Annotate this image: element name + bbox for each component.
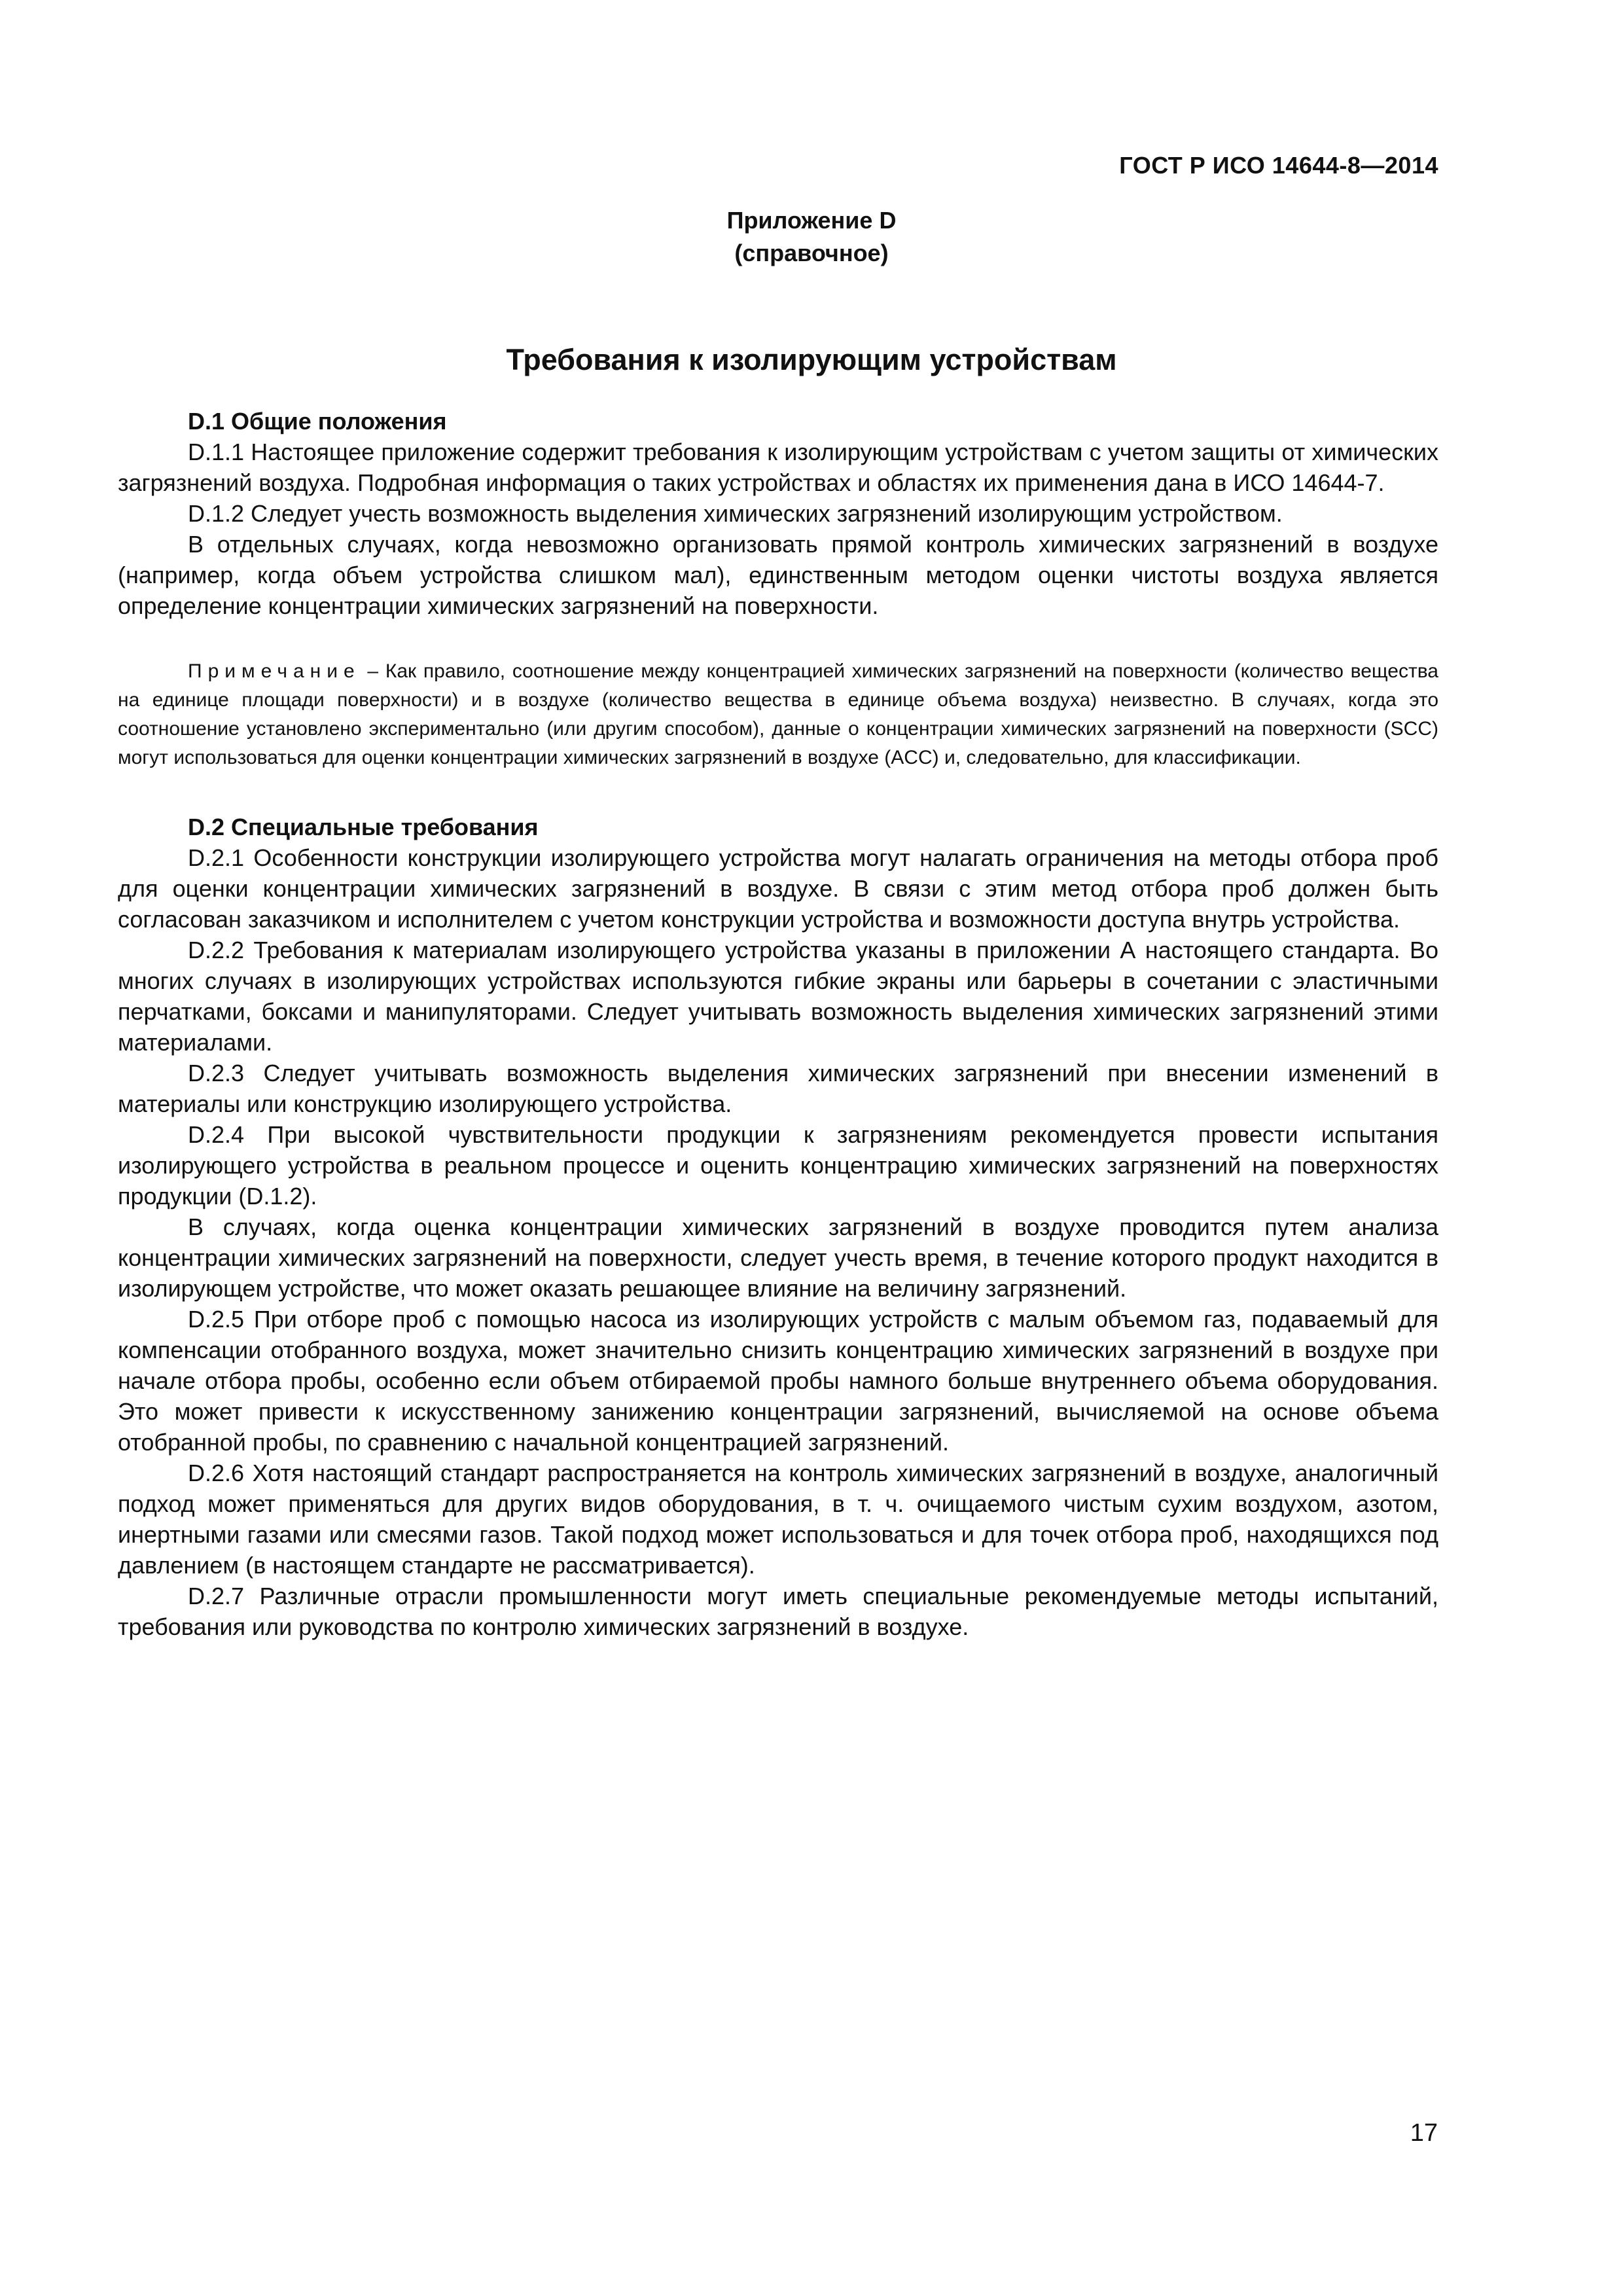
- section-heading-d1: D.1 Общие положения: [188, 408, 447, 435]
- paragraph-d2-1: D.2.1 Особенности конструкции изолирующего устройства могут налагать ограничения на методы отбора проб для оценки концентрации химических загрязнений в воздухе. В связи с этим метод отбора проб должен быть согласован заказчиком и исполнителем с учетом конструкции устройства и возможности доступа внутрь устройства.: [118, 844, 1438, 933]
- annex-label: Приложение D: [726, 207, 897, 234]
- paragraph-d2-6: D.2.6 Хотя настоящий стандарт распространяется на контроль химических загрязнений в воздухе, аналогичный подход может применяться для других видов оборудования, в т. ч. очищаемого чистым сухим воздухом, азотом, инертными газами или смесями газов. Такой подход может использоваться и для точек отбора проб, находящихся под давлением (в настоящем стандарте не рассматривается).: [118, 1460, 1438, 1579]
- annex-heading: [0, 204, 1623, 270]
- paragraph-d2-3: D.2.3 Следует учитывать возможность выделения химических загрязнений при внесении изменений в материалы или конструкцию изолирующего устройства.: [118, 1060, 1438, 1117]
- paragraph-d1-1: D.1.1 Настоящее приложение содержит требования к изолирующим устройствам с учетом защиты от химических загрязнений воздуха. Подробная информация о таких устройствах и областях их применения дана в ИСО 14644-7.: [118, 439, 1438, 496]
- note-label: Примечание: [188, 660, 361, 682]
- paragraph-d2-2: D.2.2 Требования к материалам изолирующего устройства указаны в приложении А настоящего стандарта. Во многих случаях в изолирующих устройствах используются гибкие экраны или барьеры в сочетании с эластичными перчатками, боксами и манипуляторами. Следует учитывать возможность выделения химических загрязнений этими материалами.: [118, 937, 1438, 1056]
- note-block: [118, 657, 1438, 772]
- note-text: – Как правило, соотношение между концентрацией химических загрязнений на поверхности (количество вещества на единице площади поверхности) и в воздухе (количество вещества в единице объема воздуха) неизвестно. В случаях, когда это соотношение установлено экспериментально (или другим способом), данные о концентрации химических загрязнений на поверхности (SCC) могут использоваться для оценки концентрации химических загрязнений в воздухе (ACC) и, следовательно, для классификации.: [118, 660, 1438, 768]
- section-heading-d2: D.2 Специальные требования: [188, 814, 539, 840]
- paragraph-d2-5: D.2.5 При отборе проб с помощью насоса из изолирующих устройств с малым объемом газ, подаваемый для компенсации отобранного воздуха, может значительно снизить концентрацию химических загрязнений в воздухе при начале отбора пробы, особенно если объем отбираемой пробы намного больше внутреннего объема оборудования. Это может привести к искусственному занижению концентрации загрязнений, вычисляемой на основе объема отобранной пробы, по сравнению с начальной концентрацией загрязнений.: [118, 1306, 1438, 1456]
- annex-status: (справочное): [734, 240, 889, 266]
- paragraph-d1-2-cont: В отдельных случаях, когда невозможно организовать прямой контроль химических загрязнений в воздухе (например, когда объем устройства слишком мал), единственным методом оценки чистоты воздуха является определение концентрации химических загрязнений на поверхности.: [118, 531, 1438, 619]
- paragraph-d2-4-cont: В случаях, когда оценка концентрации химических загрязнений в воздухе проводится путем анализа концентрации химических загрязнений на поверхности, следует учесть время, в течение которого продукт находится в изолирующем устройстве, что может оказать решающее влияние на величину загрязнений.: [118, 1213, 1438, 1302]
- document-body: [118, 406, 1438, 1642]
- page-number: 17: [1410, 2119, 1438, 2147]
- standard-code: ГОСТ Р ИСО 14644-8—2014: [1119, 152, 1438, 179]
- paragraph-d2-7: D.2.7 Различные отрасли промышленности могут иметь специальные рекомендуемые методы испытаний, требования или руководства по контролю химических загрязнений в воздухе.: [118, 1583, 1438, 1640]
- paragraph-d2-4: D.2.4 При высокой чувствительности продукции к загрязнениям рекомендуется провести испытания изолирующего устройства в реальном процессе и оценить концентрацию химических загрязнений на поверхностях продукции (D.1.2).: [118, 1121, 1438, 1210]
- document-title: Требования к изолирующим устройствам: [506, 343, 1117, 376]
- paragraph-d1-2: D.1.2 Следует учесть возможность выделения химических загрязнений изолирующим устройством.: [188, 500, 1283, 527]
